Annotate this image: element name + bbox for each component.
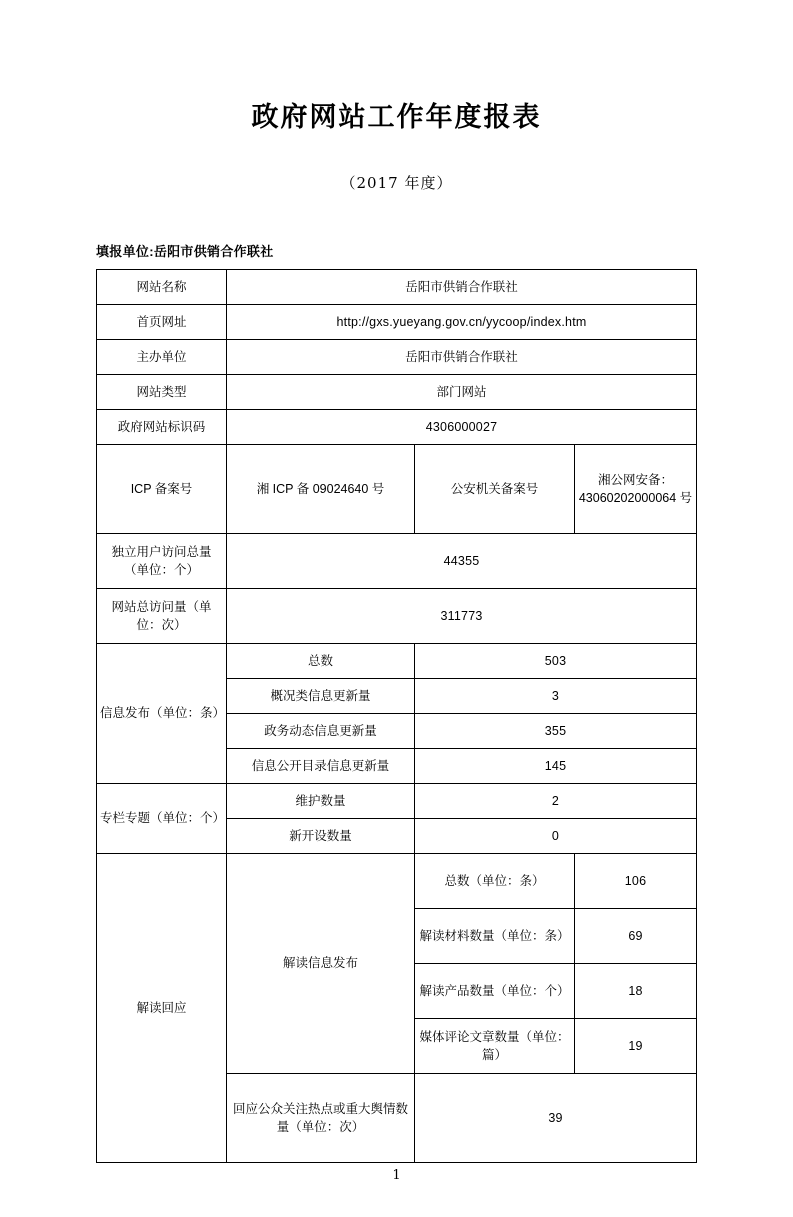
interpretation-row-label: 解读材料数量（单位：条） [415,909,575,964]
table-row [97,589,697,644]
table-row [97,534,697,589]
table-row [97,375,697,410]
table-row [97,445,697,534]
interpretation-row-label: 媒体评论文章数量（单位：篇） [415,1019,575,1074]
interpretation-release-label: 解读信息发布 [227,854,415,1074]
interpretation-row-value: 19 [575,1019,697,1074]
icp-label: ICP 备案号 [97,445,227,534]
site-name-value: 岳阳市供销合作联社 [227,270,697,305]
table-row [97,854,697,909]
info-release-row-value: 503 [415,644,697,679]
site-type-label: 网站类型 [97,375,227,410]
page-title: 政府网站工作年度报表 [251,102,542,132]
table-row [97,305,697,340]
info-release-row-value: 3 [415,679,697,714]
info-release-row-value: 355 [415,714,697,749]
column-topic-label: 专栏专题（单位：个） [97,784,227,854]
hotspot-response-label: 回应公众关注热点或重大舆情数量（单位：次） [227,1074,415,1163]
unique-visitors-value: 44355 [227,534,697,589]
column-topic-row-label: 新开设数量 [227,819,415,854]
interpretation-row-value: 69 [575,909,697,964]
interpretation-label: 解读回应 [97,854,227,1163]
column-topic-row-value: 0 [415,819,697,854]
site-type-value: 部门网站 [227,375,697,410]
site-code-value: 4306000027 [227,410,697,445]
table-row [97,644,697,679]
homepage-value: http://gxs.yueyang.gov.cn/yycoop/index.htm [227,305,697,340]
filler-unit-label: 填报单位:岳阳市供销合作联社 [96,244,274,259]
police-record-label: 公安机关备案号 [415,445,575,534]
total-visits-label: 网站总访问量（单位：次） [97,589,227,644]
info-release-row-label: 信息公开目录信息更新量 [227,749,415,784]
icp-value: 湘 ICP 备 09024640 号 [227,445,415,534]
page-number: 1 [392,1168,401,1183]
column-topic-row-value: 2 [415,784,697,819]
table-row [97,340,697,375]
page-subtitle: （2017 年度） [340,174,453,192]
column-topic-row-label: 维护数量 [227,784,415,819]
document-page [0,95,793,1217]
homepage-label: 首页网址 [97,305,227,340]
table-row [97,784,697,819]
host-unit-value: 岳阳市供销合作联社 [227,340,697,375]
table-row [97,410,697,445]
interpretation-row-value: 18 [575,964,697,1019]
unique-visitors-label: 独立用户访问总量（单位：个） [97,534,227,589]
annual-report-table [96,269,697,1163]
interpretation-row-label: 解读产品数量（单位：个） [415,964,575,1019]
site-name-label: 网站名称 [97,270,227,305]
interpretation-row-value: 106 [575,854,697,909]
table-row [97,270,697,305]
total-visits-value: 311773 [227,589,697,644]
hotspot-response-value: 39 [415,1074,697,1163]
info-release-label: 信息发布（单位：条） [97,644,227,784]
info-release-row-label: 概况类信息更新量 [227,679,415,714]
site-code-label: 政府网站标识码 [97,410,227,445]
interpretation-row-label: 总数（单位：条） [415,854,575,909]
info-release-row-value: 145 [415,749,697,784]
host-unit-label: 主办单位 [97,340,227,375]
police-record-value: 湘公网安备：43060202000064 号 [575,445,697,534]
info-release-row-label: 总数 [227,644,415,679]
info-release-row-label: 政务动态信息更新量 [227,714,415,749]
